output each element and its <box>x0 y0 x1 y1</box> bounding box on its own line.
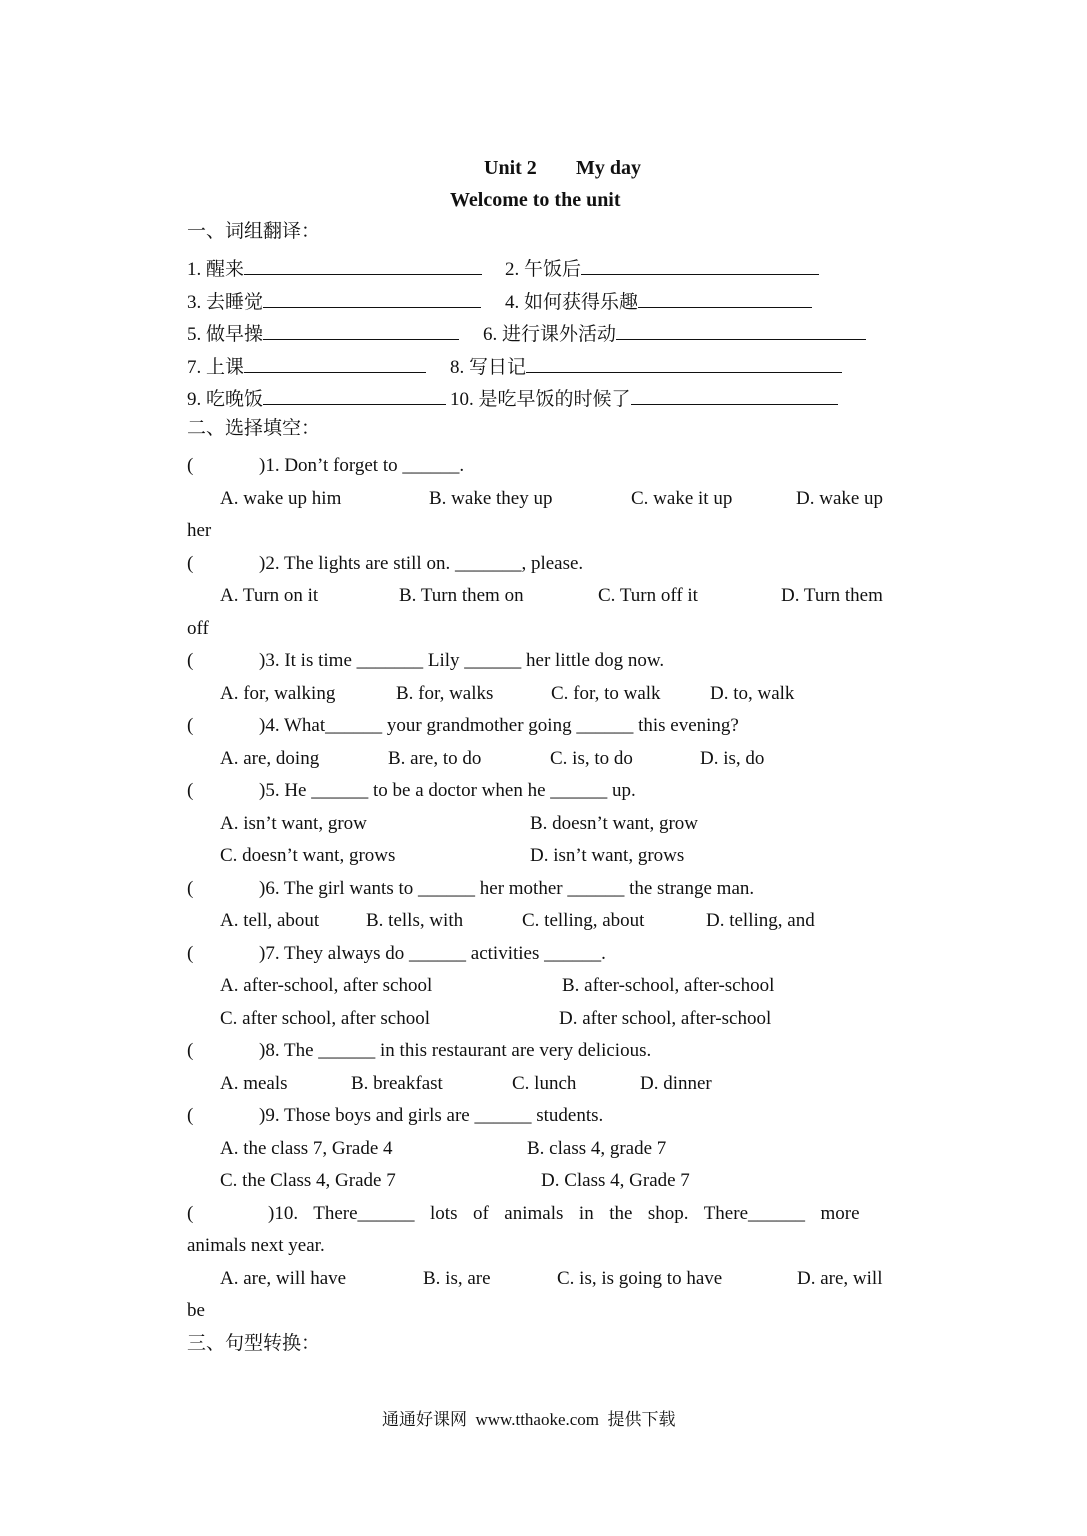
question-10-paren[interactable]: ( <box>187 1203 194 1224</box>
vocab-item-6 <box>483 322 866 344</box>
question-3-paren[interactable]: ( <box>187 650 194 671</box>
question-3-stem: )3. It is time _______ Lily ______ her little dog now. <box>259 650 665 671</box>
vocab-item-3 <box>187 290 481 312</box>
item-number: 1. <box>187 259 202 280</box>
vocab-item-9 <box>187 387 446 409</box>
option-a[interactable]: A. Turn on it <box>220 585 319 606</box>
question-1-paren[interactable]: ( <box>187 455 194 476</box>
item-number: 4. <box>505 292 520 313</box>
question-5-paren[interactable]: ( <box>187 780 194 801</box>
item-text: 醒来 <box>206 259 245 280</box>
option-d[interactable]: D. are, will <box>797 1268 883 1289</box>
option-d-wrap: off <box>187 618 209 639</box>
option-c[interactable]: C. is, is going to have <box>557 1268 723 1289</box>
option-a[interactable]: A. for, walking <box>220 683 336 704</box>
question-8-paren[interactable]: ( <box>187 1040 194 1061</box>
option-a[interactable]: A. are, will have <box>220 1268 347 1289</box>
question-6-paren[interactable]: ( <box>187 878 194 899</box>
item-text: 上课 <box>206 357 245 378</box>
item-text: 是吃早饭的时候了 <box>478 389 631 410</box>
answer-blank[interactable] <box>616 322 866 340</box>
section1-heading: 一、词组翻译： <box>187 221 321 242</box>
vocab-item-1 <box>187 257 482 279</box>
question-7-paren[interactable]: ( <box>187 943 194 964</box>
answer-blank[interactable] <box>581 257 819 275</box>
section3-heading: 三、句型转换： <box>187 1333 321 1354</box>
option-d-wrap: be <box>187 1300 205 1321</box>
item-text: 进行课外活动 <box>502 324 617 345</box>
item-text: 写日记 <box>469 357 527 378</box>
question-8-stem: )8. The ______ in this restaurant are very delicious. <box>259 1040 652 1061</box>
vocab-item-10 <box>450 387 838 409</box>
option-d[interactable]: D. telling, and <box>706 910 815 931</box>
vocab-item-8 <box>450 355 842 377</box>
vocab-item-4 <box>505 290 812 312</box>
option-c[interactable]: C. lunch <box>512 1073 577 1094</box>
option-a[interactable]: A. are, doing <box>220 748 320 769</box>
option-c[interactable]: C. doesn’t want, grows <box>220 845 396 866</box>
item-text: 午饭后 <box>524 259 582 280</box>
option-b[interactable]: B. wake they up <box>429 488 553 509</box>
question-4-stem: )4. What______ your grandmother going ______ this evening? <box>259 715 739 736</box>
item-number: 3. <box>187 292 202 313</box>
item-number: 7. <box>187 357 202 378</box>
question-7-stem: )7. They always do ______ activities ______. <box>259 943 606 964</box>
option-c[interactable]: C. Turn off it <box>598 585 698 606</box>
question-2-paren[interactable]: ( <box>187 553 194 574</box>
option-a[interactable]: A. meals <box>220 1073 288 1094</box>
answer-blank[interactable] <box>631 387 838 405</box>
option-c[interactable]: C. telling, about <box>522 910 645 931</box>
question-5-stem: )5. He ______ to be a doctor when he ______ up. <box>259 780 636 801</box>
option-c[interactable]: C. for, to walk <box>551 683 661 704</box>
answer-blank[interactable] <box>263 290 481 308</box>
item-number: 10. <box>450 389 474 410</box>
option-b[interactable]: B. Turn them on <box>399 585 524 606</box>
option-a[interactable]: A. after-school, after school <box>220 975 433 996</box>
option-b[interactable]: B. are, to do <box>388 748 482 769</box>
item-number: 6. <box>483 324 498 345</box>
option-a[interactable]: A. isn’t want, grow <box>220 813 367 834</box>
option-d[interactable]: D. wake up <box>796 488 884 509</box>
option-a[interactable]: A. tell, about <box>220 910 320 931</box>
item-text: 如何获得乐趣 <box>524 292 639 313</box>
vocab-item-2 <box>505 257 819 279</box>
item-text: 做早操 <box>206 324 264 345</box>
question-2-stem: )2. The lights are still on. _______, please. <box>259 553 584 574</box>
item-number: 5. <box>187 324 202 345</box>
item-number: 9. <box>187 389 202 410</box>
option-d-wrap: her <box>187 520 212 541</box>
question-6-stem: )6. The girl wants to ______ her mother ______ the strange man. <box>259 878 755 899</box>
option-d[interactable]: D. dinner <box>640 1073 712 1094</box>
answer-blank[interactable] <box>263 387 446 405</box>
question-9-paren[interactable]: ( <box>187 1105 194 1126</box>
option-b[interactable]: B. tells, with <box>366 910 464 931</box>
option-d[interactable]: D. Class 4, Grade 7 <box>541 1170 690 1191</box>
option-d[interactable]: D. Turn them <box>781 585 883 606</box>
option-c[interactable]: C. after school, after school <box>220 1008 430 1029</box>
option-b[interactable]: B. is, are <box>423 1268 491 1289</box>
page-footer: 通通好课网 www.tthaoke.com 提供下载 <box>382 1410 676 1429</box>
section2-heading: 二、选择填空： <box>187 418 321 439</box>
item-number: 2. <box>505 259 520 280</box>
option-b[interactable]: B. breakfast <box>351 1073 443 1094</box>
option-d[interactable]: D. is, do <box>700 748 765 769</box>
option-b[interactable]: B. for, walks <box>396 683 494 704</box>
question-10-stem-wrap: animals next year. <box>187 1235 325 1256</box>
item-text: 去睡觉 <box>206 292 264 313</box>
answer-blank[interactable] <box>263 322 459 340</box>
option-d[interactable]: D. to, walk <box>710 683 795 704</box>
answer-blank[interactable] <box>638 290 812 308</box>
answer-blank[interactable] <box>244 257 482 275</box>
option-b[interactable]: B. after-school, after-school <box>562 975 775 996</box>
unit-label: Unit 2 <box>484 157 537 179</box>
question-4-paren[interactable]: ( <box>187 715 194 736</box>
option-d[interactable]: D. after school, after-school <box>559 1008 772 1029</box>
answer-blank[interactable] <box>244 355 426 373</box>
item-number: 8. <box>450 357 465 378</box>
item-text: 吃晚饭 <box>206 389 264 410</box>
vocab-item-7 <box>187 355 426 377</box>
question-1-stem: )1. Don’t forget to ______. <box>259 455 465 476</box>
answer-blank[interactable] <box>526 355 842 373</box>
option-b[interactable]: B. doesn’t want, grow <box>530 813 698 834</box>
vocab-item-5 <box>187 322 459 344</box>
unit-title: My day <box>576 157 641 179</box>
question-9-stem: )9. Those boys and girls are ______ students. <box>259 1105 604 1126</box>
option-d[interactable]: D. isn’t want, grows <box>530 845 685 866</box>
option-c[interactable]: C. is, to do <box>550 748 633 769</box>
option-a[interactable]: A. the class 7, Grade 4 <box>220 1138 393 1159</box>
option-c[interactable]: C. the Class 4, Grade 7 <box>220 1170 396 1191</box>
option-c[interactable]: C. wake it up <box>631 488 733 509</box>
question-10-stem: )10. There______ lots of animals in the shop. There______ more <box>268 1203 860 1224</box>
option-b[interactable]: B. class 4, grade 7 <box>527 1138 667 1159</box>
page-subtitle: Welcome to the unit <box>450 189 621 211</box>
option-a[interactable]: A. wake up him <box>220 488 342 509</box>
